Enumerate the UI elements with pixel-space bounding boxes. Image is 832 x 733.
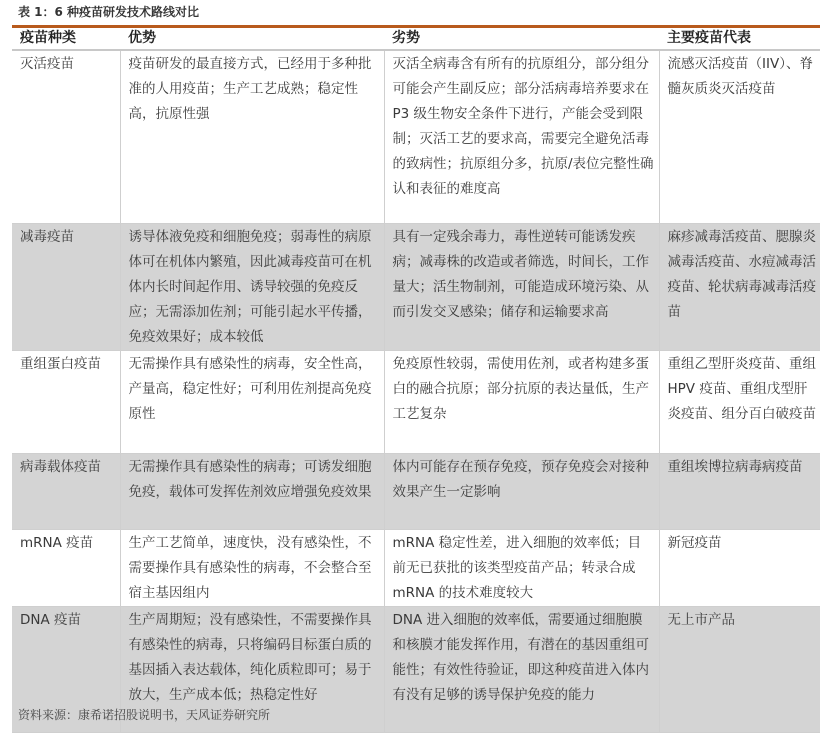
cell-reps: 新冠疫苗: [659, 529, 820, 606]
cell-reps: 无上市产品: [659, 606, 820, 732]
cell-cons: DNA 进入细胞的效率低，需要通过细胞膜和核膜才能发挥作用，有潜在的基因重组可能性；有效性待验证，即这种疫苗进入体内有没有足够的诱导保护免疫的能力: [384, 606, 659, 732]
cell-cons: 具有一定残余毒力，毒性逆转可能诱发疾病；减毒株的改造或者筛选，时间长，工作量大；活生物制剂，可能造成环境污染、从而引发交叉感染；储存和运输要求高: [384, 223, 659, 350]
cell-cons: 灭活全病毒含有所有的抗原组分，部分组分可能会产生副反应；部分活病毒培养要求在 P3 级生物安全条件下进行，产能会受到限制；灭活工艺的要求高，需要完全避免活毒的致病性；抗原组分多，抗原/表位完整性确认和表征的难度高: [384, 50, 659, 223]
header-pros: 优势: [120, 28, 384, 50]
table-row: [12, 50, 820, 223]
cell-type: 病毒载体疫苗: [12, 453, 120, 529]
table-row: [12, 529, 820, 606]
cell-reps: 重组乙型肝炎疫苗、重组 HPV 疫苗、重组戊型肝炎疫苗、组分百白破疫苗: [659, 350, 820, 453]
cell-type: DNA 疫苗: [12, 606, 120, 732]
header-type: 疫苗种类: [12, 28, 120, 50]
source-note: 资料来源：康希诺招股说明书，天风证券研究所: [18, 708, 271, 722]
cell-reps: 流感灭活疫苗（IIV）、脊髓灰质炎灭活疫苗: [659, 50, 820, 223]
table-row: [12, 223, 820, 350]
cell-reps: 麻疹减毒活疫苗、腮腺炎减毒活疫苗、水痘减毒活疫苗、轮状病毒减毒活疫苗: [659, 223, 820, 350]
cell-cons: 免疫原性较弱，需使用佐剂，或者构建多蛋白的融合抗原；部分抗原的表达量低，生产工艺复杂: [384, 350, 659, 453]
cell-type: mRNA 疫苗: [12, 529, 120, 606]
header-cons: 劣势: [384, 28, 659, 50]
header-reps: 主要疫苗代表: [659, 28, 820, 50]
cell-pros: 诱导体液免疫和细胞免疫；弱毒性的病原体可在机体内繁殖，因此减毒疫苗可在机体内长时间起作用、诱导较强的免疫反应；无需添加佐剂；可能引起水平传播，免疫效果好；成本较低: [120, 223, 384, 350]
cell-pros: 生产工艺简单，速度快，没有感染性，不需要操作具有感染性的病毒，不会整合至宿主基因组内: [120, 529, 384, 606]
cell-cons: 体内可能存在预存免疫，预存免疫会对接种效果产生一定影响: [384, 453, 659, 529]
cell-pros: 无需操作具有感染性的病毒；可诱发细胞免疫，载体可发挥佐剂效应增强免疫效果: [120, 453, 384, 529]
cell-pros: 无需操作具有感染性的病毒，安全性高，产量高，稳定性好；可利用佐剂提高免疫原性: [120, 350, 384, 453]
table-header-row: [12, 28, 820, 50]
table-row: [12, 453, 820, 529]
cell-type: 重组蛋白疫苗: [12, 350, 120, 453]
vaccine-comparison-table: [12, 28, 820, 733]
table-caption: 表 1：6 种疫苗研发技术路线对比: [18, 5, 200, 19]
cell-reps: 重组埃博拉病毒病疫苗: [659, 453, 820, 529]
cell-type: 减毒疫苗: [12, 223, 120, 350]
cell-pros: 疫苗研发的最直接方式，已经用于多种批准的人用疫苗；生产工艺成熟；稳定性高，抗原性强: [120, 50, 384, 223]
cell-pros: 生产周期短；没有感染性，不需要操作具有感染性的病毒，只将编码目标蛋白质的基因插入表达载体，纯化质粒即可；易于放大，生产成本低；热稳定性好: [120, 606, 384, 732]
table-row: [12, 350, 820, 453]
cell-type: 灭活疫苗: [12, 50, 120, 223]
cell-cons: mRNA 稳定性差，进入细胞的效率低；目前无已获批的该类型疫苗产品；转录合成 mRNA 的技术难度较大: [384, 529, 659, 606]
